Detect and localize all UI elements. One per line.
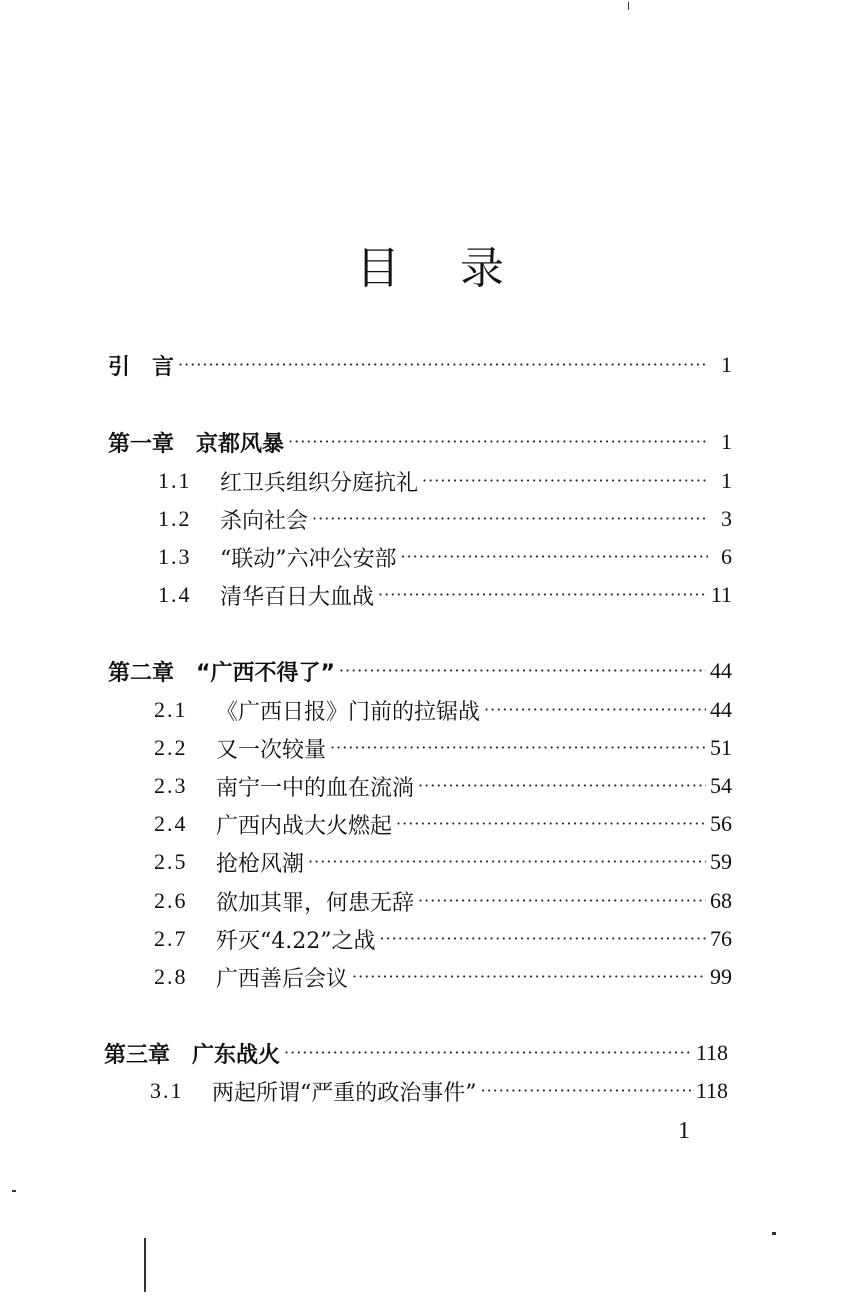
toc-section-title: 广西善后会议 [216, 966, 349, 992]
dot-leader [330, 733, 706, 763]
toc-section-title: 清华百日大血战 [220, 584, 375, 610]
scan-speck [772, 1232, 776, 1235]
toc-section-title: 又一次较量 [216, 737, 327, 763]
toc-section-number: 2.3 [154, 773, 188, 798]
toc-intro-page: 1 [721, 352, 732, 377]
toc-section[interactable] [154, 733, 732, 763]
toc-chapter-1[interactable] [108, 427, 732, 457]
toc-section-page: 56 [710, 811, 732, 836]
toc-section-number: 2.2 [154, 735, 188, 760]
toc-section-number: 3.1 [150, 1078, 184, 1103]
dot-leader [312, 504, 708, 534]
toc-section-page: 54 [710, 773, 732, 798]
dot-leader [284, 1038, 692, 1068]
toc-section[interactable] [154, 924, 732, 954]
dot-leader [481, 1076, 692, 1106]
toc-chapter-page: 44 [710, 658, 732, 683]
toc-chapter-label: 第一章 京都风暴 [108, 431, 285, 457]
toc-section[interactable] [150, 1076, 728, 1106]
toc-section-page: 51 [710, 735, 732, 760]
title-char-2: 录 [460, 243, 504, 294]
toc-section[interactable] [154, 847, 732, 877]
dot-leader [379, 924, 706, 954]
toc-section-number: 2.7 [154, 926, 188, 951]
toc-section-number: 2.6 [154, 888, 188, 913]
toc-section[interactable] [154, 886, 732, 916]
toc-section-page: 118 [695, 1078, 728, 1103]
toc-section-number: 2.1 [154, 697, 188, 722]
toc-section-title: 抢枪风潮 [216, 851, 305, 877]
toc-section-page: 59 [710, 849, 732, 874]
toc-section-page: 76 [710, 926, 732, 951]
toc-section-page: 44 [710, 697, 732, 722]
toc-section-title: 两起所谓“严重的政治事件” [212, 1080, 477, 1106]
toc-section[interactable] [158, 580, 732, 610]
toc-section-number: 1.2 [158, 506, 192, 531]
toc-section-number: 2.8 [154, 964, 188, 989]
toc-section[interactable] [154, 809, 732, 839]
toc-intro[interactable] [108, 350, 732, 380]
toc-section-number: 2.5 [154, 849, 188, 874]
toc-section-title: “联动”六冲公安部 [220, 546, 397, 572]
toc-section[interactable] [154, 962, 732, 992]
title-char-1: 目 [356, 243, 400, 294]
toc-section[interactable] [158, 504, 732, 534]
dot-leader [401, 542, 709, 572]
page-title [0, 232, 860, 296]
toc-section-page: 99 [710, 964, 732, 989]
scan-speck [12, 1190, 16, 1192]
scan-speck [628, 2, 629, 10]
toc-chapter-label: 第二章 “广西不得了” [108, 660, 335, 686]
dot-leader [484, 695, 706, 725]
toc-section[interactable] [154, 695, 732, 725]
toc-section-number: 1.3 [158, 544, 192, 569]
toc-section-page: 6 [721, 544, 732, 569]
toc-section-title: 欲加其罪，何患无辞 [216, 890, 415, 916]
toc-section-number: 1.4 [158, 582, 192, 607]
toc-intro-label: 引 言 [108, 354, 175, 380]
dot-leader [352, 962, 706, 992]
toc-section-page: 3 [721, 506, 732, 531]
toc-section-title: 歼灭“4.22”之战 [216, 928, 376, 954]
toc-section[interactable] [158, 542, 732, 572]
dot-leader [418, 886, 706, 916]
dot-leader [339, 656, 706, 686]
toc-chapter-label: 第三章 广东战火 [104, 1042, 281, 1068]
toc-section[interactable] [154, 771, 732, 801]
toc-chapter-3[interactable] [104, 1038, 728, 1068]
dot-leader [422, 466, 708, 496]
page-number: 1 [678, 1118, 690, 1144]
toc-section-title: 广西内战大火燃起 [216, 813, 393, 839]
dot-leader [308, 847, 706, 877]
dot-leader [418, 771, 706, 801]
toc-chapter-page: 1 [721, 429, 732, 454]
toc-section-page: 68 [710, 888, 732, 913]
toc-section[interactable] [158, 466, 732, 496]
dot-leader [378, 580, 707, 610]
toc-section-page: 1 [721, 468, 732, 493]
toc-section-title: 南宁一中的血在流淌 [216, 775, 415, 801]
toc-chapter-2[interactable] [108, 656, 732, 686]
scan-margin-line [144, 1238, 146, 1292]
dot-leader [396, 809, 706, 839]
dot-leader [288, 427, 708, 457]
toc-section-number: 2.4 [154, 811, 188, 836]
dot-leader [178, 350, 708, 380]
toc-section-number: 1.1 [158, 468, 192, 493]
toc-chapter-page: 118 [695, 1040, 728, 1065]
toc-section-page: 11 [710, 582, 732, 607]
toc-section-title: 《广西日报》门前的拉锯战 [216, 699, 481, 725]
toc-section-title: 红卫兵组织分庭抗礼 [220, 470, 419, 496]
toc-section-title: 杀向社会 [220, 508, 309, 534]
